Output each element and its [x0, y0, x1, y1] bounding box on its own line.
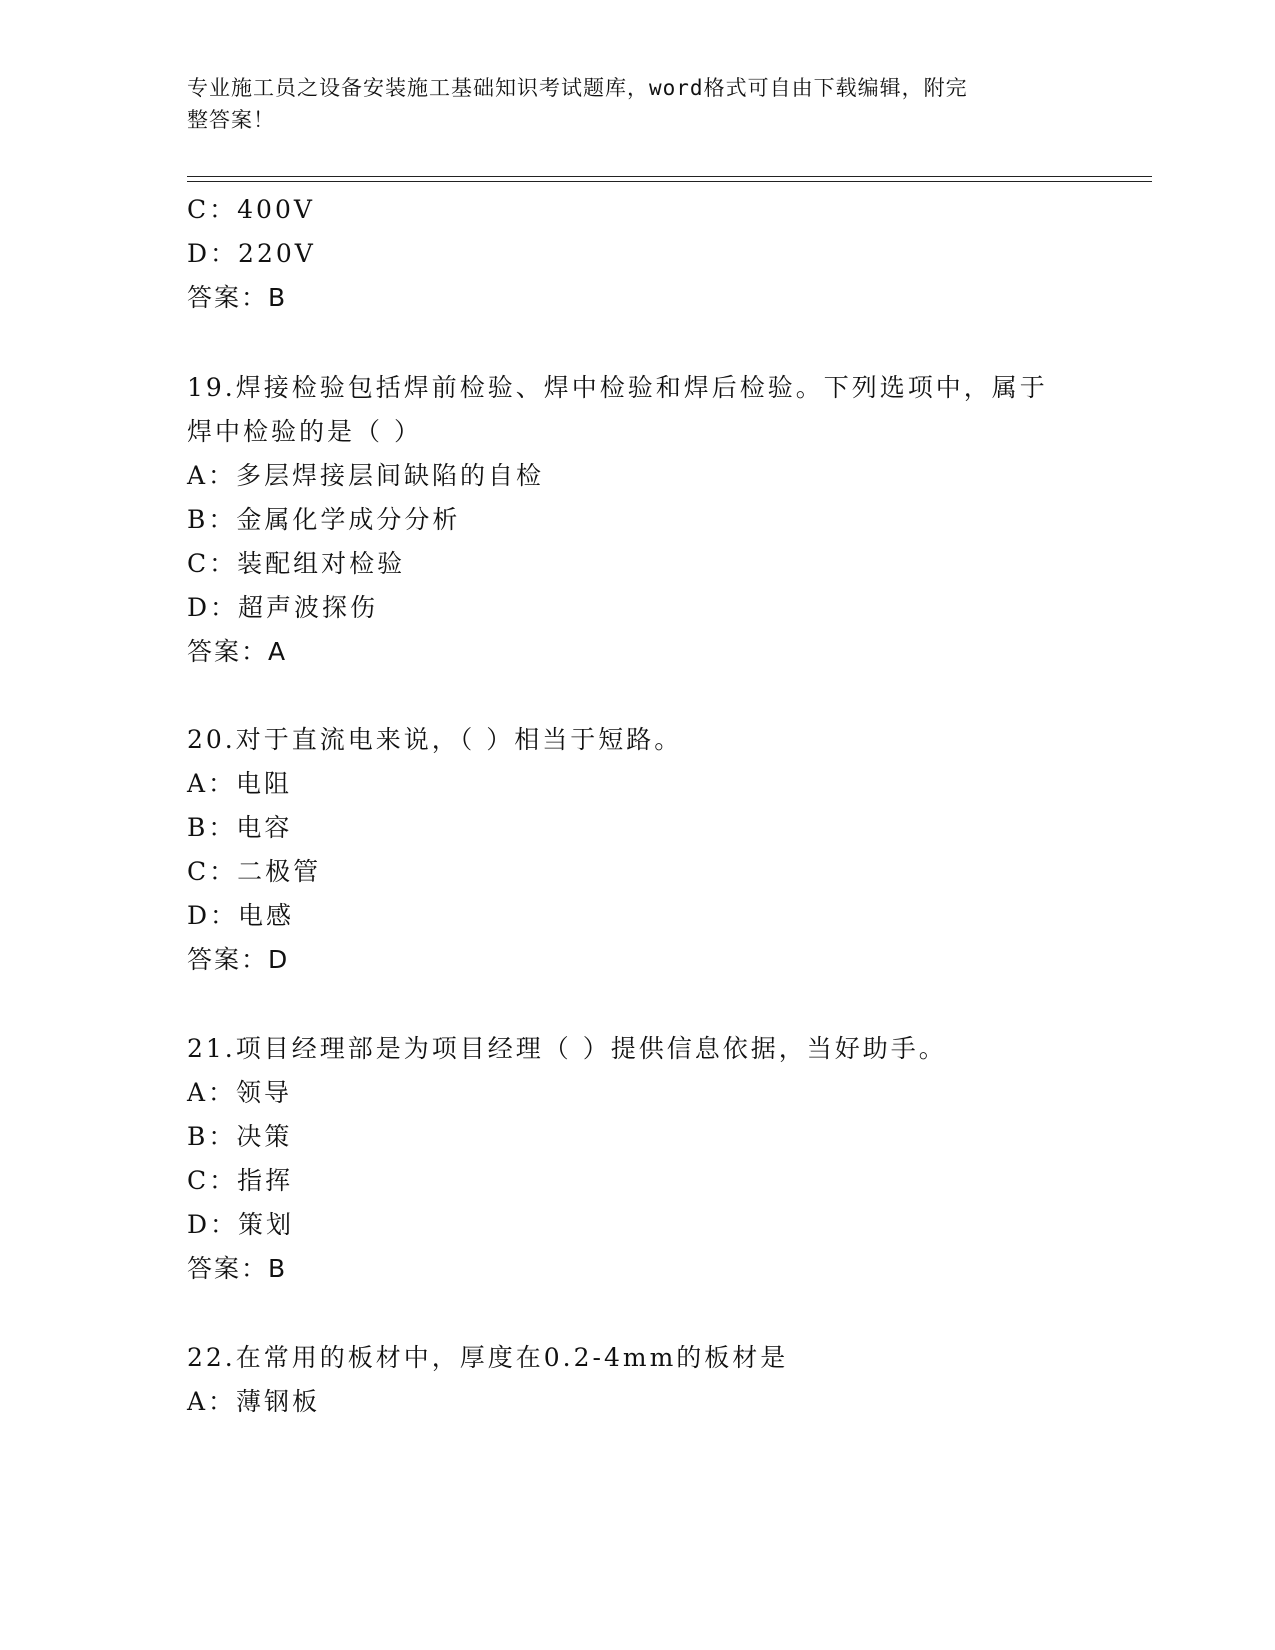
header-line-1: 专业施工员之设备安装施工基础知识考试题库，word格式可自由下载编辑，附完 — [187, 76, 968, 100]
q19-answer: 答案：A — [187, 637, 288, 666]
header-divider-bottom — [187, 181, 1152, 182]
q21-stem: 21.项目经理部是为项目经理（ ）提供信息依据，当好助手。 — [187, 1034, 947, 1063]
document-header — [187, 72, 1087, 136]
q21-option-a: A：领导 — [187, 1078, 293, 1107]
q20-option-a: A：电阻 — [187, 769, 293, 798]
q19-stem-line-1: 19.焊接检验包括焊前检验、焊中检验和焊后检验。下列选项中，属于 — [187, 373, 1048, 402]
q20-option-d: D：电感 — [187, 901, 295, 930]
q19-option-c: C：装配组对检验 — [187, 549, 406, 578]
q19-option-b: B：金属化学成分分析 — [187, 505, 461, 534]
q22-option-a: A：薄钢板 — [187, 1387, 321, 1416]
q22-stem: 22.在常用的板材中，厚度在0.2-4mm的板材是 — [187, 1343, 789, 1372]
q20-option-b: B：电容 — [187, 813, 293, 842]
q21-option-b: B：决策 — [187, 1122, 293, 1151]
q20-option-c: C：二极管 — [187, 857, 322, 886]
q19-stem-line-2: 焊中检验的是（ ） — [187, 417, 422, 446]
q21-answer: 答案：B — [187, 1254, 288, 1283]
header-divider-top — [187, 176, 1152, 177]
q19-option-d: D：超声波探伤 — [187, 593, 379, 622]
q18-option-c: C：400V — [187, 195, 315, 224]
q18-option-d: D：220V — [187, 239, 316, 268]
q21-option-d: D：策划 — [187, 1210, 295, 1239]
q19-option-a: A：多层焊接层间缺陷的自检 — [187, 461, 545, 490]
q18-answer: 答案：B — [187, 283, 288, 312]
q20-answer: 答案：D — [187, 945, 290, 974]
q21-option-c: C：指挥 — [187, 1166, 294, 1195]
q20-stem: 20.对于直流电来说，（ ）相当于短路。 — [187, 725, 683, 754]
header-line-2: 整答案！ — [187, 108, 275, 132]
